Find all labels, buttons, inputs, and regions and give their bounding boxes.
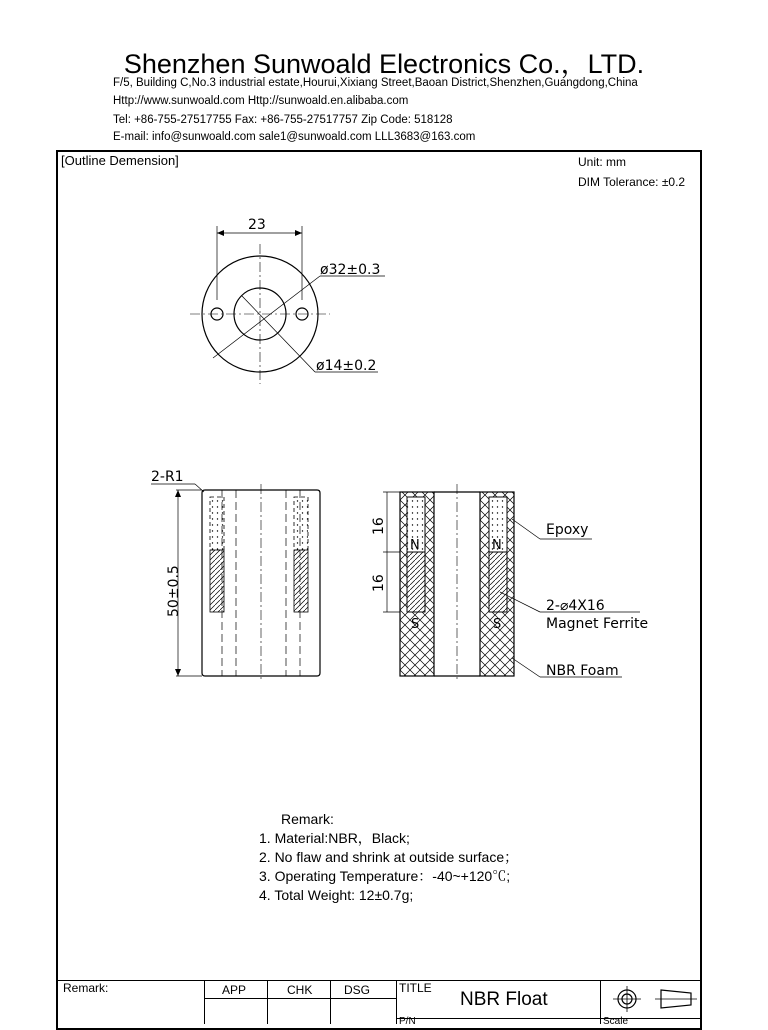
dim-magnet-bottom: 16 [371,574,387,592]
pole-n-right: N [492,538,502,553]
remark-item: 4. Total Weight: 12±0.7g; [259,887,414,903]
label-foam: NBR Foam [546,663,619,679]
title-block-divider [330,980,331,1024]
pole-s-left: S [411,617,420,632]
remark-item: 2. No flaw and shrink at outside surface； [259,849,519,865]
drawing-title: NBR Float [460,989,548,1010]
dsg-label: DSG [344,983,371,997]
label-magnet: Magnet Ferrite [546,616,649,632]
label-epoxy: Epoxy [546,522,589,538]
scale-label: Scale [603,1016,629,1027]
dim-hole-spacing: 23 [248,217,266,233]
title-block-divider [267,980,268,1024]
section-view [383,484,640,682]
remarks-title: Remark: [281,811,334,827]
title-block-divider [396,980,397,1024]
remark-item: 3. Operating Temperature：-40~+120℃; [259,868,511,884]
remark-item: 1. Material:NBR，Black; [259,830,410,846]
dim-outer-dia: ø32±0.3 [320,262,381,278]
unit-label: Unit: mm [578,155,626,169]
title-label: TITLE [399,981,432,995]
dim-inner-dia: ø14±0.2 [316,358,377,374]
pn-label: P/N [399,1016,416,1027]
title-block-top [56,980,702,981]
company-email: E-mail: info@sunwoald.com sale1@sunwoald.com LLL3683@163.com [113,131,476,143]
dim-radius: 2-R1 [151,469,184,485]
title-block-row [396,1018,702,1019]
company-name: Shenzhen Sunwoald Electronics Co.，LTD. [123,49,645,79]
title-block-divider [600,980,601,1024]
pole-s-right: S [493,617,502,632]
title-block-divider [204,980,205,1024]
title-block-row [204,998,396,999]
app-label: APP [222,983,247,997]
dim-height: 50±0.5 [166,565,182,617]
title-block-remark: Remark: [63,981,109,995]
label-magnet-spec: 2-⌀4X16 [546,598,605,614]
company-web: Http://www.sunwoald.com Http://sunwoald.en.alibaba.com [113,95,409,107]
company-address: F/5, Building C,No.3 industrial estate,Hourui,Xixiang Street,Baoan District,Shenzhen,Guangdong,China [113,77,638,89]
dim-magnet-top: 16 [371,517,387,535]
company-contact: Tel: +86-755-27517755 Fax: +86-755-27517757 Zip Code: 518128 [113,114,453,126]
projection-symbol-icon [605,982,700,1016]
chk-label: CHK [287,983,313,997]
section-title: [Outline Demension] [61,153,179,168]
tolerance-label: DIM Tolerance: ±0.2 [578,175,686,189]
pole-n-left: N [410,538,420,553]
